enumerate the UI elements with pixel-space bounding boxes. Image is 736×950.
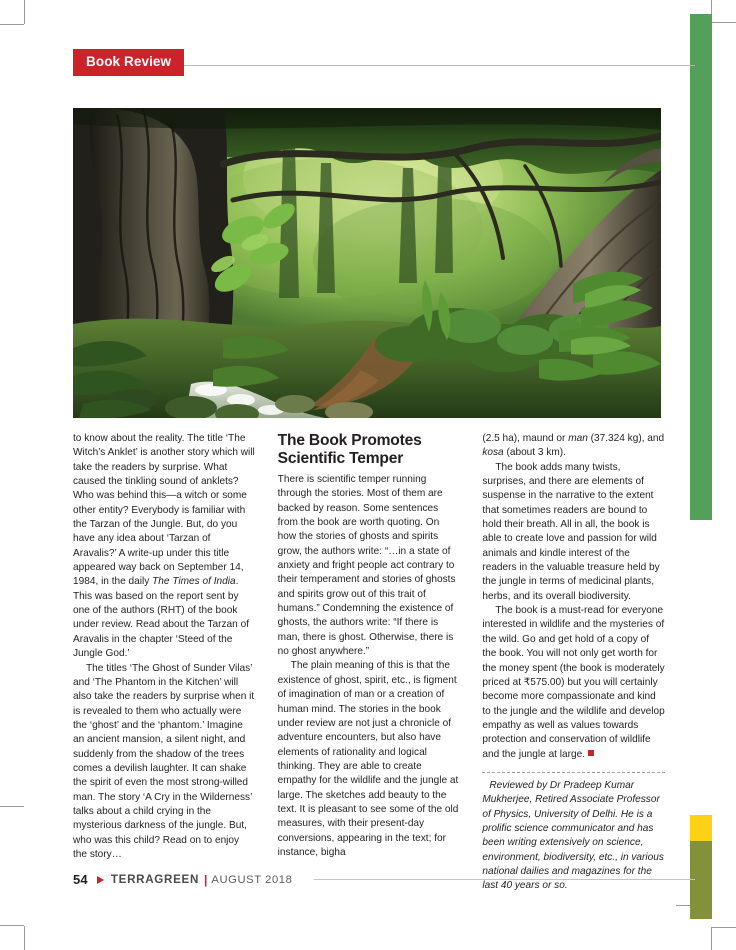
crop-mark-bottom-right-vertical [711,928,712,950]
column2-paragraph-2: The plain meaning of this is that the existence of ghost, spirit, etc., is figment of imagination of man or a creation of human mind. The stories in the book under review are not just a chronicle of adventure encounters, but also have elements of rationality and logical thinking. They are able to create empathy for the wildlife and the jungle at large. The sketches add beauty to the text. It is pleasant to see some of the old measures, with their present-day conversions, appearing in the text; for instance, bigha [277,660,459,858]
article-column-1 [73,432,256,862]
section-tag-label: Book Review [73,49,184,76]
crop-mark-mid-left [0,806,24,807]
column3-p1-lead: (2.5 ha), maund or [482,433,569,444]
footer-page-number: 54 [73,872,88,887]
column3-paragraph-1 [482,432,665,461]
column1-italic-publication: The Times of India [152,576,236,588]
column3-italic-term-kosa: kosa [482,447,504,459]
crop-mark-bottom-left-vertical [24,926,25,950]
crop-mark-top-left-vertical [24,0,25,24]
footer-brand-name: TERRAGREEN [110,873,200,886]
hero-illustration [73,108,661,418]
crop-mark-top-right-vertical [711,0,712,14]
column3-p1-mid: (37.324 kg), and [587,433,665,444]
article-column-3 [482,432,665,892]
hero-image-jungle [73,108,661,418]
column3-p3-text: The book is a must-read for everyone interested in wildlife and the mysteries of the wild. Go and get hold of a copy of the book. You will not only get worth for the money spent (the book is moderately priced at ₹575.00) but you will certainly become more compassionate and kind to the jungle and the wildlife and develop empathy as well as values towards protection and conservation of wildlife and the jungle at large. [482,605,665,760]
crop-mark-bottom-right-horizontal [711,927,736,928]
reviewer-bio: Reviewed by Dr Pradeep Kumar Mukherjee, Retired Associate Professor of Physics, University of Delhi. He is a prolific science communicator and has been writing extensively on science, environment, biodiversity, etc., in various national dailies and magazines for the last 40 years or so. [482,779,664,892]
footer-separator: | [204,872,208,887]
page-footer [73,872,695,887]
bio-divider [482,772,665,773]
end-of-article-marker [588,750,594,756]
column3-paragraph-3 [482,604,665,762]
edge-bar-green [690,14,712,520]
section-subheading: The Book Promotes Scientific Temper [277,432,422,467]
crop-mark-bottom-left-horizontal [0,925,24,926]
crop-mark-top-left-horizontal [0,24,24,25]
column1-paragraph-2: The titles ‘The Ghost of Sunder Vilas’ and ‘The Phantom in the Kitchen’ will also take the readers by surprise when it is revealed to them who actually were the ‘ghost’ and the ‘phantom.’ Imagine an ancient mansion, a silent night, and suddenly from the shadow of the trees comes a devilish laughter. It can shake the spirit of even the most strong-willed man. The story ‘A Cry in the Wilderness’ talks about a child crying in the mysterious darkness of the jungle. But, who was this child? Read on to enjoy the story… [73,662,255,860]
section-header [73,49,184,76]
triangle-right-icon [97,876,104,884]
column1-p1-lead: to know about the reality. The title ‘The Witch’s Anklet’ is another story which will take the readers by surprise. What caused the tinkling sound of anklets? Who was behind this—a witch or some other entity? Everybody is familiar with the Tarzan of the Jungle. But, do you have any idea about ‘Tarzan of Aravalis?’ A write-up under this title appeared way back on September 14, 1984, in the daily [73,433,255,588]
column3-p1-tail: (about 3 km). [503,447,566,459]
edge-bar-yellow [690,815,712,841]
article-column-2 [278,432,461,862]
column1-paragraph-1 [73,432,256,662]
footer-issue-date: AUGUST 2018 [211,873,293,886]
column3-italic-term-man: man [568,433,588,444]
column1-p1-tail: . This was based on the report sent by one of the authors (RHT) of the book under review. Read about the Tarzan of Aravalis in the chapter ‘Steed of the Jungle God.’ [73,576,250,660]
column2-paragraph-1: There is scientific temper running through the stories. Most of them are backed by reason. Some sentences from the book are worth quoting. On how the stories of ghosts and spirits grow, the authors write: “…in a state of anxiety and fright people act contrary to their temperament and stories of ghosts and spirits grow out of this trait of humans.” Condemning the existence of ghosts, the authors write: “If there is man, there is ghost. Otherwise, there is no ghost anywhere.” [277,474,456,658]
footer-rule [314,879,695,880]
crop-mark-top-right-horizontal [711,22,736,23]
column3-paragraph-2: The book adds many twists, surprises, and there are elements of suspense in the narrative to the extent that sometimes readers are bound to hold their breath. All in all, the book is able to create love and passion for wild animals and kindle interest of the readers in the valuable treasure held by the jungle in terms of medicinal plants, herbs, and its overall biodiversity. [482,461,660,602]
